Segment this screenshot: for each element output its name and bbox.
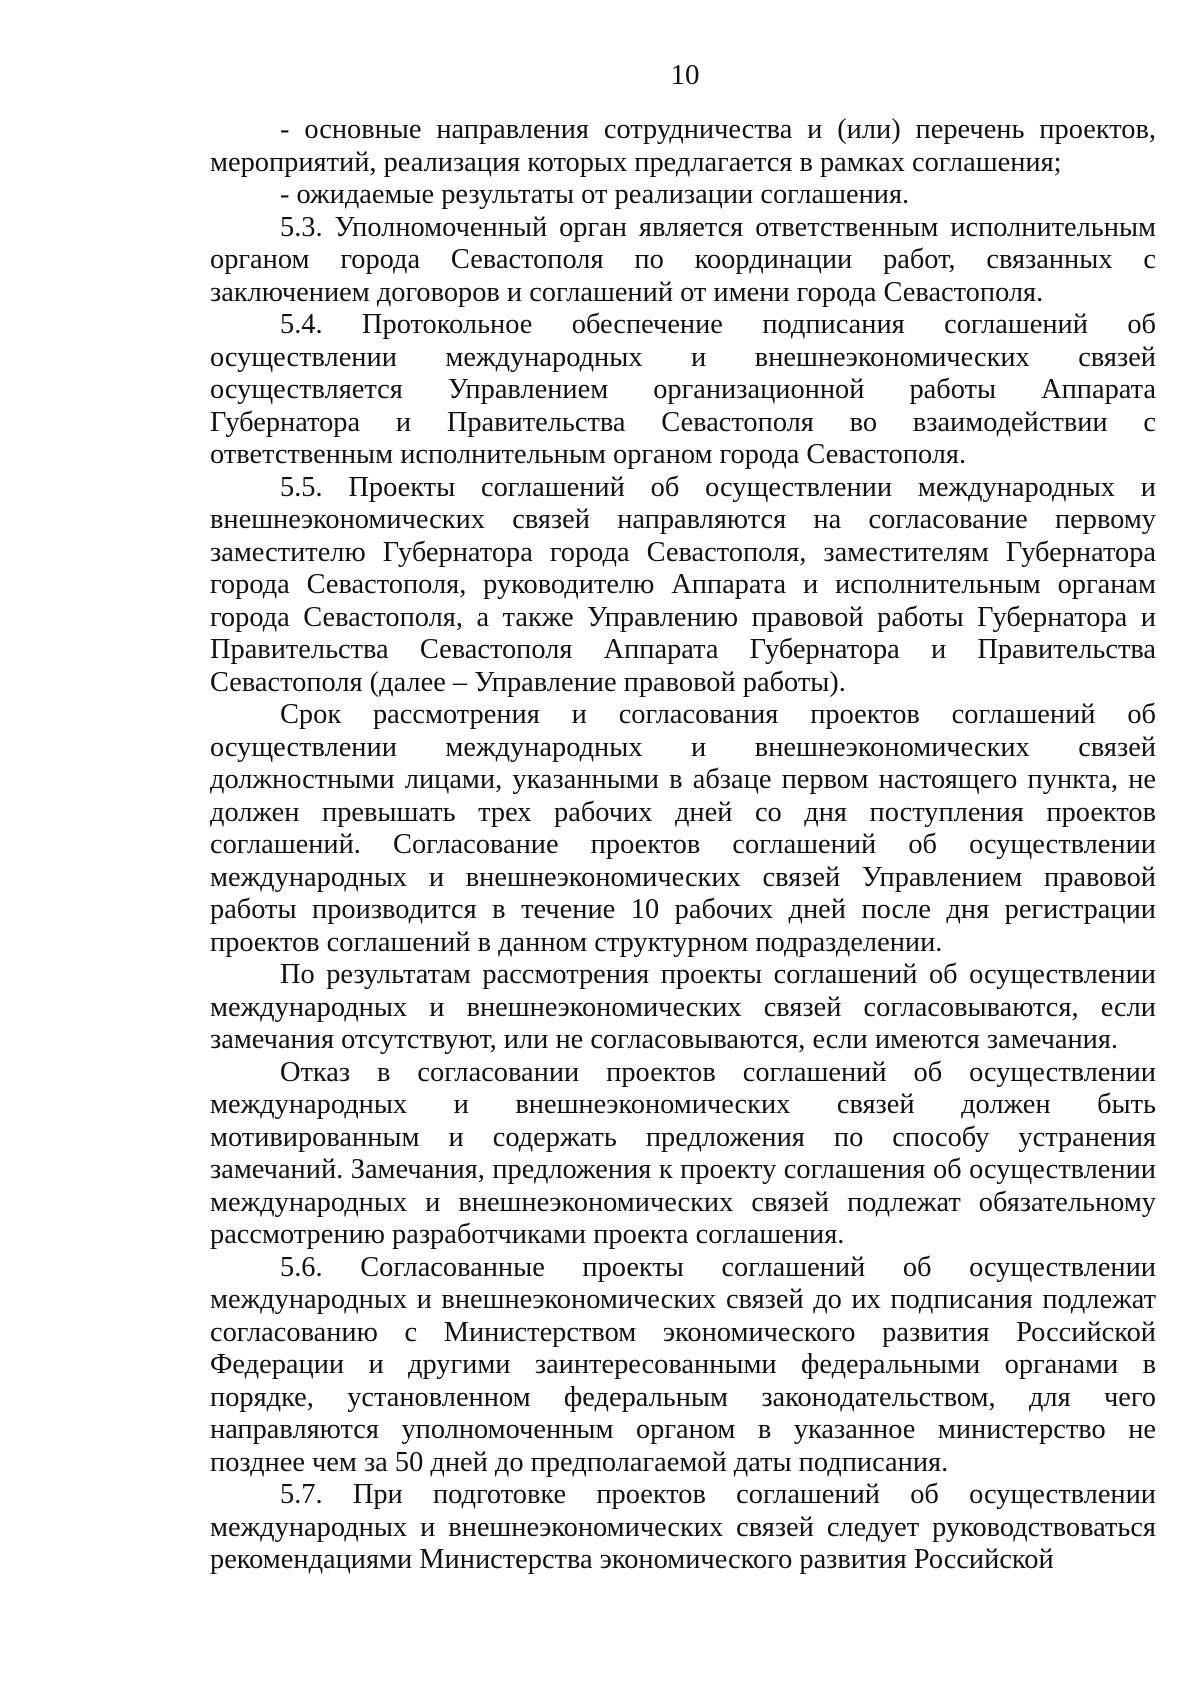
paragraph-5-5: 5.5. Проекты соглашений об осуществлении международных и внешнеэкономических связей направляются на согласование первому заместителю Губернатора города Севастополя, заместителям Губернатора города Севастополя, руководителю Аппарата и исполнительным органам города Севастополя, а также Управлению правовой работы Губернатора и Правительства Севастополя Аппарата Губернатора и Правительства Севастополя (далее – Управление правовой работы). bbox=[210, 471, 1156, 698]
paragraph-review-results: По результатам рассмотрения проекты соглашений об осуществлении международных и внешнеэкономических связей согласовываются, если замечания отсутствуют, или не согласовываются, если имеются замечания. bbox=[210, 959, 1156, 1055]
paragraph-5-4: 5.4. Протокольное обеспечение подписания соглашений об осуществлении международных и внешнеэкономических связей осуществляется Управлением организационной работы Аппарата Губернатора и Правительства Севастополя во взаимодействии с ответственным исполнительным органом города Севастополя. bbox=[210, 309, 1156, 470]
paragraph-review-period: Срок рассмотрения и согласования проектов соглашений об осуществлении международных и внешнеэкономических связей должностными лицами, указанными в абзаце первом настоящего пункта, не должен превышать трех рабочих дней со дня поступления проектов соглашений. Согласование проектов соглашений об осуществлении международных и внешнеэкономических связей Управлением правовой работы производится в течение 10 рабочих дней после дня регистрации проектов соглашений в данном структурном подразделении. bbox=[210, 699, 1156, 958]
paragraph-refusal: Отказ в согласовании проектов соглашений об осуществлении международных и внешнеэкономических связей должен быть мотивированным и содержать предложения по способу устранения замечаний. Замечания, предложения к проекту соглашения об осуществлении международных и внешнеэкономических связей подлежат обязательному рассмотрению разработчиками проекта соглашения. bbox=[210, 1056, 1156, 1250]
paragraph-cooperation-directions: - основные направления сотрудничества и (или) перечень проектов, мероприятий, реализация которых предлагается в рамках соглашения; bbox=[210, 114, 1156, 178]
paragraph-5-6: 5.6. Согласованные проекты соглашений об осуществлении международных и внешнеэкономических связей до их подписания подлежат согласованию с Министерством экономического развития Российской Федерации и другими заинтересованными федеральными органами в порядке, установленном федеральным законодательством, для чего направляются уполномоченным органом в указанное министерство не позднее чем за 50 дней до предполагаемой даты подписания. bbox=[210, 1251, 1156, 1478]
paragraph-expected-results: - ожидаемые результаты от реализации соглашения. bbox=[280, 179, 910, 210]
document-body bbox=[210, 114, 1156, 1577]
page-number: 10 bbox=[670, 59, 700, 91]
paragraph-5-7: 5.7. При подготовке проектов соглашений об осуществлении международных и внешнеэкономических связей следует руководствоваться рекомендациями Министерства экономического развития Российской bbox=[210, 1479, 1156, 1575]
paragraph-5-3: 5.3. Уполномоченный орган является ответственным исполнительным органом города Севастополя по координации работ, связанных с заключением договоров и соглашений от имени города Севастополя. bbox=[210, 211, 1156, 308]
